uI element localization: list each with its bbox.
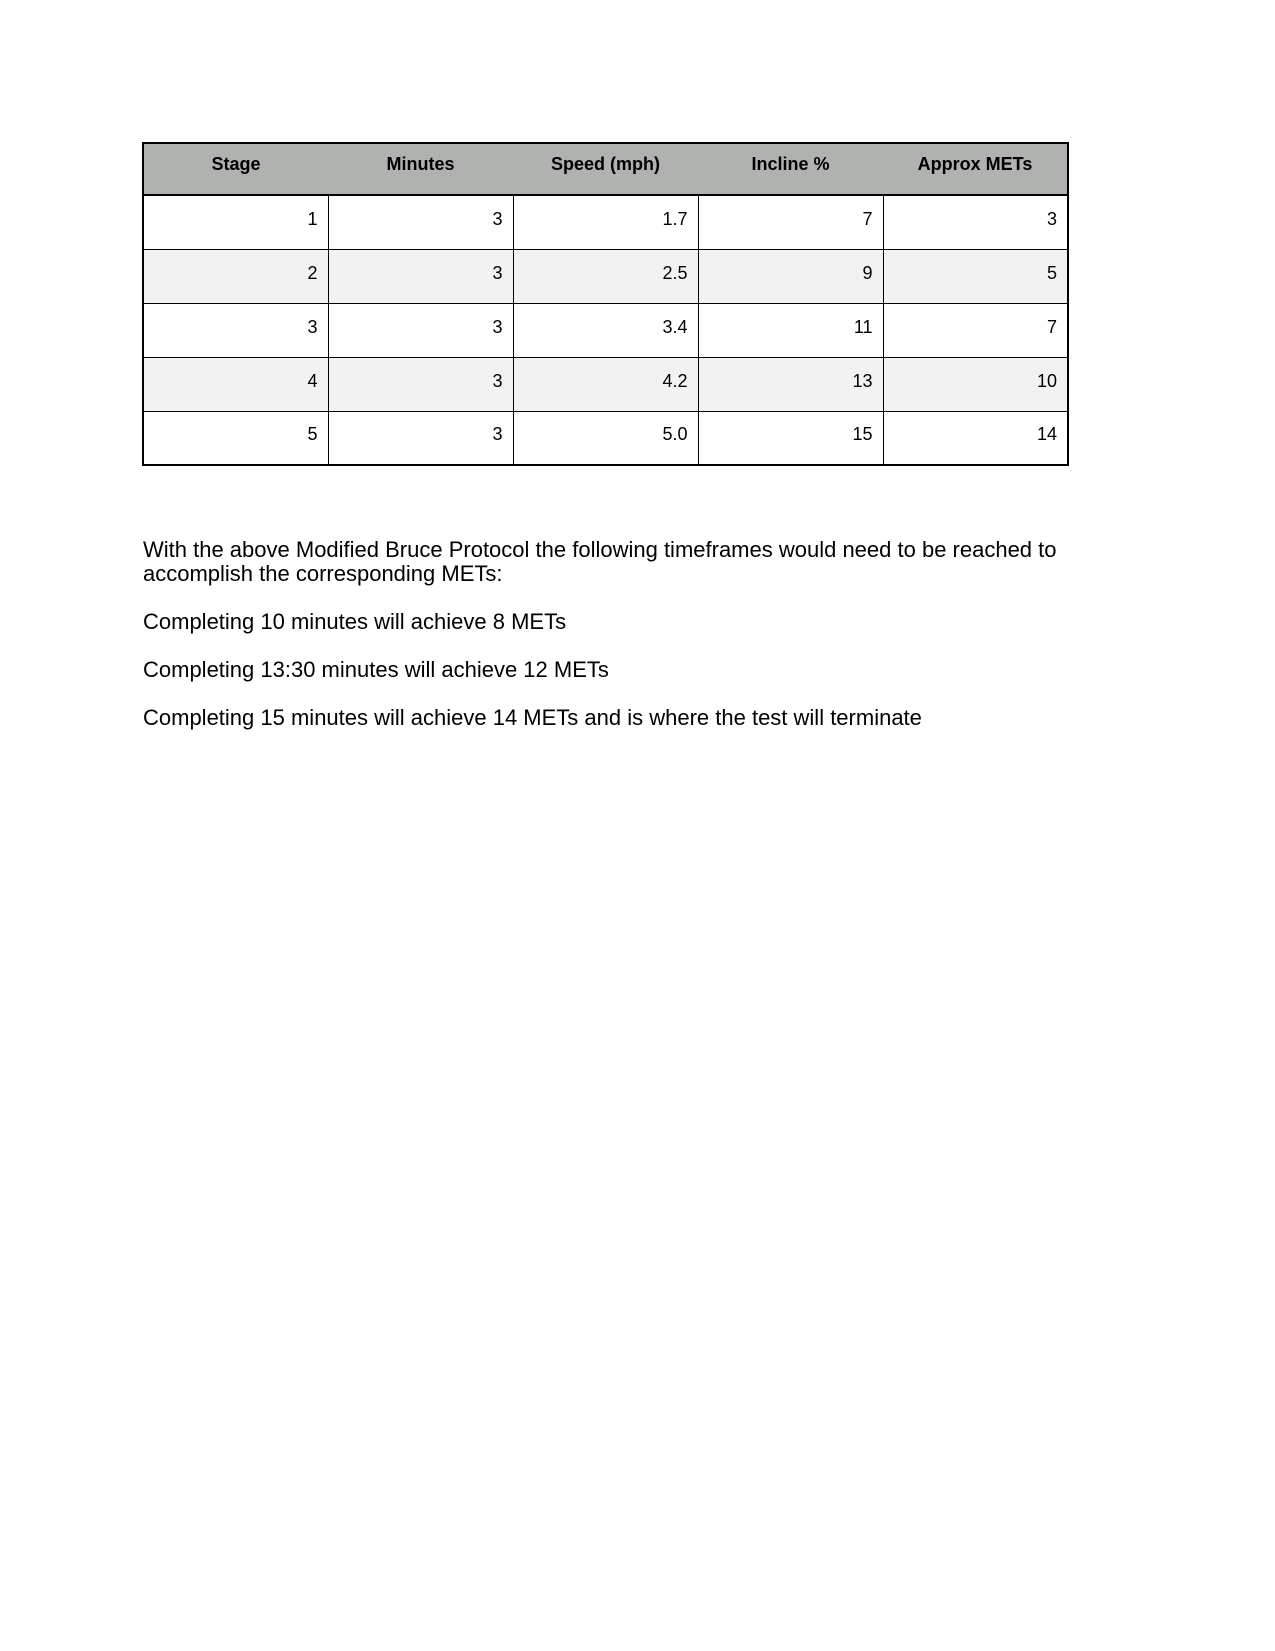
cell-minutes: 3 [328,411,513,465]
cell-minutes: 3 [328,357,513,411]
cell-mets: 10 [883,357,1068,411]
cell-speed: 1.7 [513,195,698,249]
cell-stage: 3 [143,303,328,357]
cell-stage: 1 [143,195,328,249]
cell-speed: 2.5 [513,249,698,303]
cell-incline: 15 [698,411,883,465]
table-row [143,249,1068,303]
cell-minutes: 3 [328,303,513,357]
header-minutes: Minutes [328,143,513,195]
cell-speed: 4.2 [513,357,698,411]
table-row [143,411,1068,465]
cell-incline: 13 [698,357,883,411]
cell-incline: 9 [698,249,883,303]
header-speed: Speed (mph) [513,143,698,195]
table-row [143,303,1068,357]
cell-speed: 5.0 [513,411,698,465]
table-row [143,357,1068,411]
header-row [143,143,1068,195]
cell-minutes: 3 [328,249,513,303]
note-15-minutes: Completing 15 minutes will achieve 14 METs and is where the test will terminate [143,705,922,730]
table-row [143,195,1068,249]
cell-stage: 2 [143,249,328,303]
cell-mets: 14 [883,411,1068,465]
cell-minutes: 3 [328,195,513,249]
header-mets: Approx METs [883,143,1068,195]
cell-mets: 3 [883,195,1068,249]
cell-incline: 11 [698,303,883,357]
note-10-minutes: Completing 10 minutes will achieve 8 METs [143,609,567,634]
bruce-protocol-table [142,142,1069,466]
cell-mets: 5 [883,249,1068,303]
cell-speed: 3.4 [513,303,698,357]
intro-paragraph: With the above Modified Bruce Protocol the following timeframes would need to be reached to accomplish the corresponding METs: [143,537,1057,586]
header-stage: Stage [143,143,328,195]
cell-incline: 7 [698,195,883,249]
note-13-30-minutes: Completing 13:30 minutes will achieve 12 METs [143,657,609,682]
cell-mets: 7 [883,303,1068,357]
protocol-notes [143,538,1083,754]
cell-stage: 5 [143,411,328,465]
cell-stage: 4 [143,357,328,411]
header-incline: Incline % [698,143,883,195]
